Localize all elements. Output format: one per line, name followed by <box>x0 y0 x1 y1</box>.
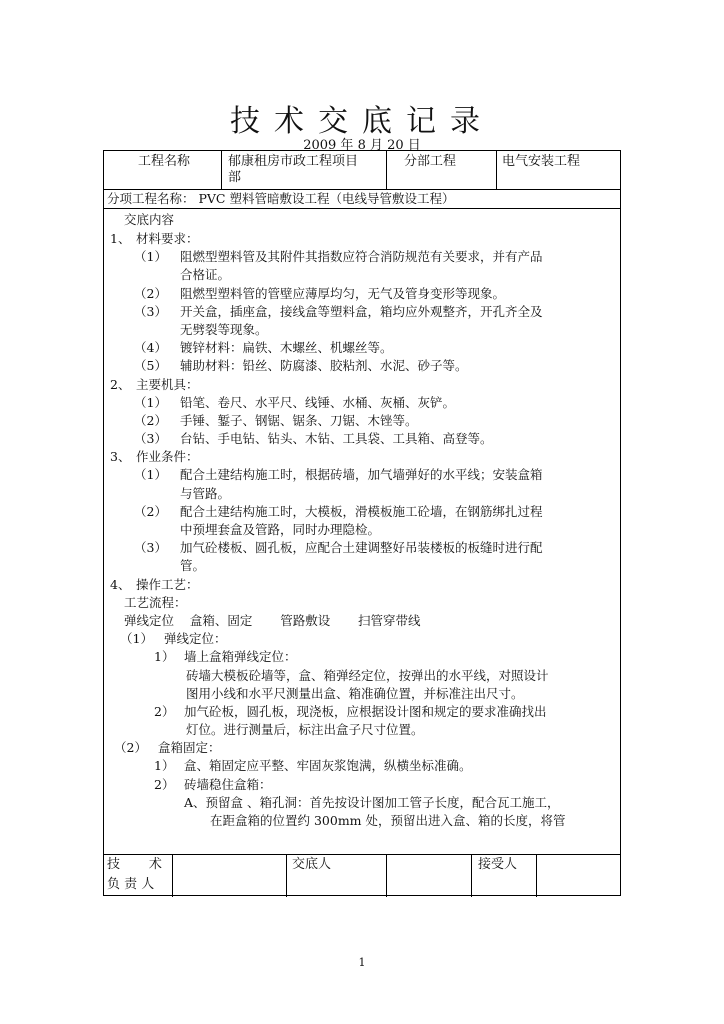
content-line-number: 1） <box>154 649 175 665</box>
content-line <box>110 648 616 666</box>
content-line <box>110 285 616 303</box>
col-divider <box>172 854 173 897</box>
content-line-number: （2） <box>134 412 167 428</box>
content-line-text: 工艺流程： <box>124 594 187 610</box>
content-line-number: （2） <box>114 740 147 756</box>
content-line <box>110 685 616 703</box>
content-line-number: （2） <box>134 285 167 301</box>
content-line-number: （4） <box>134 340 167 356</box>
project-name-label: 工程名称 <box>138 154 191 169</box>
content-line-text: 材料要求： <box>136 231 199 246</box>
col-divider <box>496 151 497 189</box>
content-line <box>110 448 616 466</box>
division-value: 电气安装工程 <box>502 154 581 169</box>
content-line-text: 合格证。 <box>180 267 231 283</box>
content-line <box>110 794 616 812</box>
content-line-text: 在距盒箱的位置约 300mm 处，预留出进入盒、箱的长度，将管 <box>210 813 566 828</box>
content-line-text: 操作工艺： <box>136 576 199 592</box>
content-line <box>110 339 616 357</box>
content-line <box>110 576 616 594</box>
content-line-text: 砖墙稳住盒箱： <box>184 776 272 792</box>
content-line-text: 作业条件： <box>136 449 199 465</box>
content-line <box>110 776 616 794</box>
tech-lead-line1: 技 术 <box>107 857 162 872</box>
tech-lead-label <box>107 857 171 893</box>
col-divider <box>221 151 222 189</box>
project-name-line2: 部 <box>228 170 242 185</box>
tech-lead-line2: 负 责 人 <box>107 877 155 892</box>
content-line-text: 铅笔、卷尺、水平尺、线锤、水桶、灰桶、灰铲。 <box>180 394 456 410</box>
content-line-text: 加气砼楼板、圆孔板，应配合土建调整好吊装楼板的板缝时进行配 <box>180 540 543 556</box>
content-line <box>110 703 616 721</box>
content-line-text: 阻燃型塑料管及其附件其指数应符合消防规范有关要求，并有产品 <box>180 249 543 265</box>
content-body <box>110 210 616 830</box>
content-line <box>110 721 616 739</box>
content-line-text: 与管路。 <box>180 485 231 501</box>
content-line-text: 配合土建结构施工时，大模板，滑模板施工砼墙，在钢筋绑扎过程 <box>180 503 543 519</box>
content-line-number: 3、 <box>110 449 131 465</box>
content-line-text: 主要机具： <box>136 376 199 392</box>
content-line-text: 加气砼板，圆孔板，现浇板，应根据设计图和规定的要求准确找出 <box>184 703 547 719</box>
col-divider <box>386 854 387 897</box>
content-line-number: 1、 <box>110 231 131 246</box>
content-line <box>110 303 616 321</box>
content-line-text: 灯位。进行测量后，标注出盒子尺寸位置。 <box>186 722 424 738</box>
col-divider <box>286 854 287 897</box>
content-line <box>110 485 616 503</box>
content-line <box>110 394 616 412</box>
content-line <box>110 321 616 339</box>
content-line <box>110 412 616 430</box>
content-line <box>110 594 616 612</box>
content-line-text: 弹线定位 盒箱、固定 管路敷设 扫管穿带线 <box>124 612 421 628</box>
content-line <box>110 667 616 685</box>
content-line <box>110 248 616 266</box>
page-number: 1 <box>358 956 366 969</box>
content-line-number: （2） <box>134 503 167 519</box>
content-line <box>110 357 616 375</box>
content-line-text: 管。 <box>180 558 206 574</box>
content-line-number: 2） <box>154 776 175 792</box>
content-heading: 交底内容 <box>124 212 175 227</box>
content-line-text: 图用小线和水平尺测量出盒、箱准确位置，并标准注出尺寸。 <box>186 685 524 701</box>
col-divider <box>536 854 537 897</box>
content-line-text: 台钻、手电钻、钻头、木钻、工具袋、工具箱、高登等。 <box>180 431 493 447</box>
content-line-number: （1） <box>120 631 153 647</box>
record-table <box>103 150 621 896</box>
content-line-text: 墙上盒箱弹线定位： <box>184 649 297 665</box>
content-line <box>110 521 616 539</box>
content-line-text: A、预留盒 、箱孔洞：首先按设计图加工管子长度，配合瓦工施工， <box>184 794 560 810</box>
content-line-text: 砖墙大模板砼墙等，盒、箱弹经定位，按弹出的水平线，对照设计 <box>186 667 549 683</box>
content-line-text: 手锤、錾子、钢锯、锯条、刀锯、木锉等。 <box>180 412 418 428</box>
content-line-text: 弹线定位： <box>164 631 227 647</box>
content-line-number: （5） <box>134 358 167 374</box>
content-line-number: （1） <box>134 394 167 410</box>
content-line-number: 2） <box>154 703 175 719</box>
content-line <box>110 630 616 648</box>
content-line <box>110 230 616 248</box>
col-divider <box>386 151 387 189</box>
content-line-text: 镀锌材料：扁铁、木螺丝、机螺丝等。 <box>180 340 393 356</box>
document-title: 技术交底记录 <box>230 104 494 139</box>
row-divider <box>104 189 620 190</box>
content-line <box>110 503 616 521</box>
project-name-line1: 郁康租房市政工程项目 <box>228 154 359 169</box>
content-line-text: 开关盒，插座盒，接线盒等塑料盒，箱均应外观整齐，开孔齐全及 <box>180 303 543 319</box>
content-line-number: 2、 <box>110 376 131 392</box>
content-line <box>110 430 616 448</box>
content-line-text: 盒、箱固定应平整、牢固灰浆饱满，纵横坐标准确。 <box>184 758 472 774</box>
content-line-number: （1） <box>134 467 167 483</box>
content-line-number: 4、 <box>110 576 131 592</box>
content-line <box>110 612 616 630</box>
document-date: 2009 年 8 月 20 日 <box>303 138 421 153</box>
content-line-number: （1） <box>134 249 167 265</box>
division-label: 分部工程 <box>404 154 457 169</box>
content-line-text: 配合土建结构施工时，根据砖墙，加气墙弹好的水平线；安装盒箱 <box>180 467 543 483</box>
content-line-text: 辅助材料：铅丝、防腐漆、胶粘剂、水泥、砂子等。 <box>180 358 468 374</box>
receiver-label: 接受人 <box>478 857 518 872</box>
col-divider <box>471 854 472 897</box>
content-line-text: 阻燃型塑料管的管壁应薄厚均匀，无气及管身变形等现象。 <box>180 285 506 301</box>
handover-person-label: 交底人 <box>292 857 332 872</box>
content-lines <box>110 230 616 830</box>
content-line <box>110 266 616 284</box>
content-line <box>110 539 616 557</box>
content-line-number: （3） <box>134 303 167 319</box>
subitem-name: 分项工程名称： PVC 塑料管暗敷设工程（电线导管敷设工程） <box>107 191 455 206</box>
content-line <box>110 376 616 394</box>
content-line <box>110 557 616 575</box>
row-divider <box>104 854 620 855</box>
project-name-value <box>228 154 384 186</box>
content-line-text: 无劈裂等现象。 <box>180 321 268 337</box>
content-line <box>110 812 616 830</box>
content-line-number: 1） <box>154 758 175 774</box>
content-line <box>110 466 616 484</box>
content-line-text: 盒箱固定： <box>158 740 221 756</box>
row-divider <box>104 208 620 209</box>
content-line <box>110 739 616 757</box>
content-line-text: 中预埋套盒及管路，同时办理隐检。 <box>180 522 381 537</box>
content-line-number: （3） <box>134 540 167 556</box>
content-line <box>110 757 616 775</box>
content-line-number: （3） <box>134 431 167 447</box>
